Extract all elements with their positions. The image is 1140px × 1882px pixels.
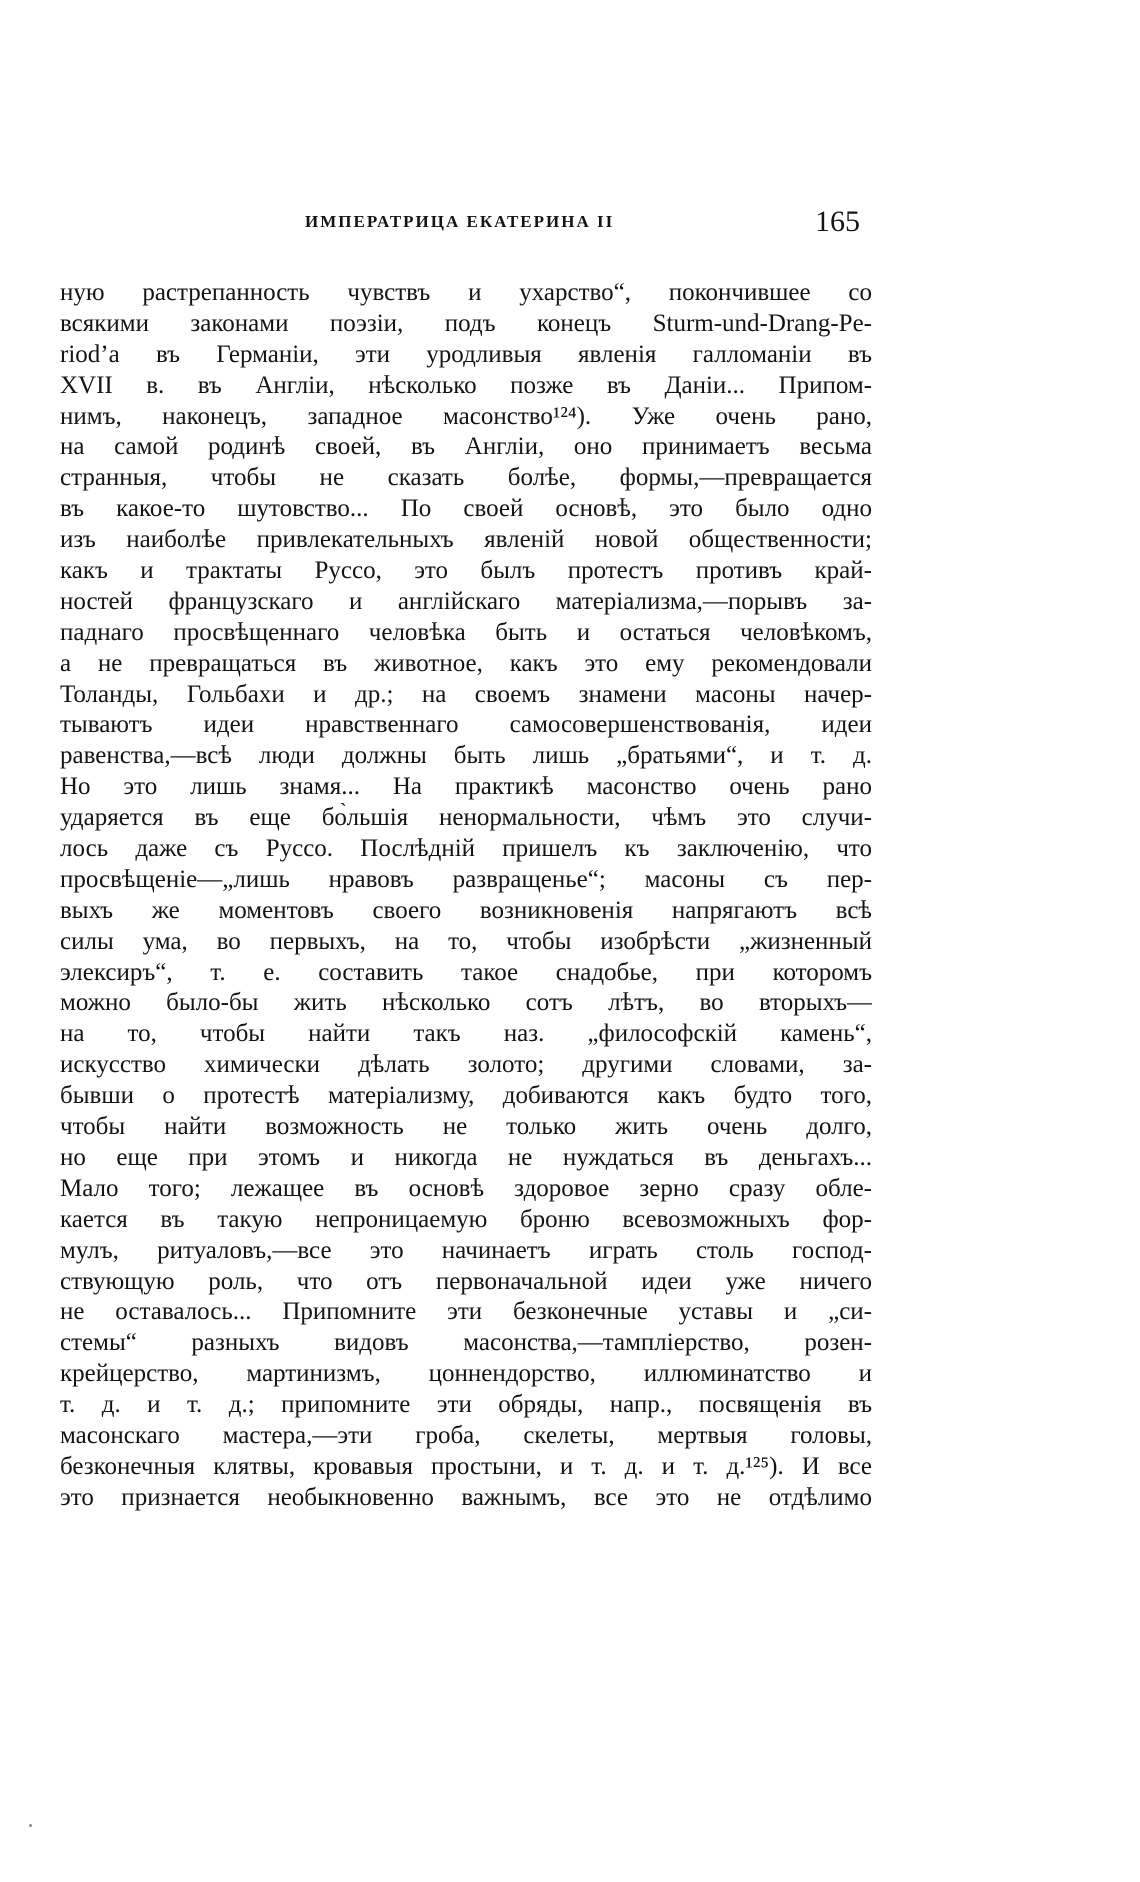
text-line: это признается необыкновенно важнымъ, все это не отдѣлимо xyxy=(60,1483,872,1511)
text-line: безконечныя клятвы, кровавыя простыни, и т. д. и т. д.¹²⁵). И все xyxy=(60,1452,872,1480)
text-line: нимъ, наконецъ, западное масонство¹²⁴). Уже очень рано, xyxy=(60,402,872,430)
text-line: Но это лишь знамя... На практикѣ масонство очень рано xyxy=(60,773,872,801)
text-line: элексиръ“, т. е. составить такое снадобье, при которомъ xyxy=(60,958,872,986)
text-line: но еще при этомъ и никогда не нуждаться въ деньгахъ... xyxy=(60,1143,872,1171)
text-line: равенства,—всѣ люди должны быть лишь „братьями“, и т. д. xyxy=(60,742,872,770)
text-line: на самой родинѣ своей, въ Англіи, оно принимаетъ весьма xyxy=(60,433,872,461)
text-line: выхъ же моментовъ своего возникновенія напрягаютъ всѣ xyxy=(60,896,872,924)
text-line: кается въ такую непроницаемую броню всевозможныхъ фор- xyxy=(60,1205,872,1233)
text-line: масонскаго мастера,—эти гроба, скелеты, мертвыя головы, xyxy=(60,1421,872,1449)
text-line: т. д. и т. д.; припомните эти обряды, напр., посвященія въ xyxy=(60,1391,872,1419)
text-line: силы ума, во первыхъ, на то, чтобы изобрѣсти „жизненный xyxy=(60,927,872,955)
running-head: ИМПЕРАТРИЦА ЕКАТЕРИНА II xyxy=(305,212,615,231)
text-line: искусство химически дѣлать золото; другими словами, за- xyxy=(60,1051,872,1079)
text-line: Мало того; лежащее въ основѣ здоровое зерно сразу обле- xyxy=(60,1174,872,1202)
text-line: Толанды, Гольбахи и др.; на своемъ знамени масоны начер- xyxy=(60,680,872,708)
text-line: ную растрепанность чувствъ и ухарство“, покончившее со xyxy=(60,279,872,306)
scan-speck xyxy=(29,1824,32,1827)
text-line: чтобы найти возможность не только жить очень долго, xyxy=(60,1113,872,1141)
text-line: паднаго просвѣщеннаго человѣка быть и остаться человѣкомъ, xyxy=(60,618,872,646)
text-line: лось даже съ Руссо. Послѣдній пришелъ къ заключенію, что xyxy=(60,835,872,863)
text-line: мулъ, ритуаловъ,—все это начинаетъ играть столь господ- xyxy=(60,1236,872,1264)
text-line: просвѣщеніе—„лишь нравовъ развращенье“; масоны съ пер- xyxy=(60,865,872,893)
page-number: 165 xyxy=(815,205,860,238)
text-line: на то, чтобы найти такъ наз. „философскій камень“, xyxy=(60,1020,872,1048)
text-line: не оставалось... Припомните эти безконечные уставы и „си- xyxy=(60,1298,872,1326)
text-line: а не превращаться въ животное, какъ это ему рекомендовали xyxy=(60,649,872,677)
text-line: бывши о протестѣ матеріализму, добиваются какъ будто того, xyxy=(60,1082,872,1110)
text-line: riod’а въ Германіи, эти уродливыя явленія галломаніи въ xyxy=(60,340,872,368)
text-line: ударяется въ еще бо̀льшія ненормальности, чѣмъ это случи- xyxy=(60,804,872,832)
text-line: всякими законами поэзіи, подъ конецъ Sturm-und-Drang-Pe- xyxy=(60,309,872,337)
text-line: ствующую роль, что отъ первоначальной идеи уже ничего xyxy=(60,1267,872,1295)
text-line: крейцерство, мартинизмъ, цоннендорство, иллюминатство и xyxy=(60,1360,872,1388)
text-line: тываютъ идеи нравственнаго самосовершенствованія, идеи xyxy=(60,711,872,739)
text-line: изъ наиболѣе привлекательныхъ явленій новой общественности; xyxy=(60,526,872,554)
text-line: стемы“ разныхъ видовъ масонства,—тампліерство, розен- xyxy=(60,1329,872,1357)
body-text xyxy=(60,278,872,1514)
text-line: какъ и трактаты Руссо, это былъ протестъ противъ край- xyxy=(60,557,872,585)
text-line: XVII в. въ Англіи, нѣсколько позже въ Даніи... Припом- xyxy=(60,371,872,399)
text-line: можно было-бы жить нѣсколько сотъ лѣтъ, во вторыхъ— xyxy=(60,989,872,1017)
text-line: въ какое-то шутовство... По своей основѣ, это было одно xyxy=(60,495,872,523)
text-line: странныя, чтобы не сказать болѣе, формы,—превращается xyxy=(60,464,872,492)
text-line: ностей французскаго и англійскаго матеріализма,—порывъ за- xyxy=(60,587,872,615)
